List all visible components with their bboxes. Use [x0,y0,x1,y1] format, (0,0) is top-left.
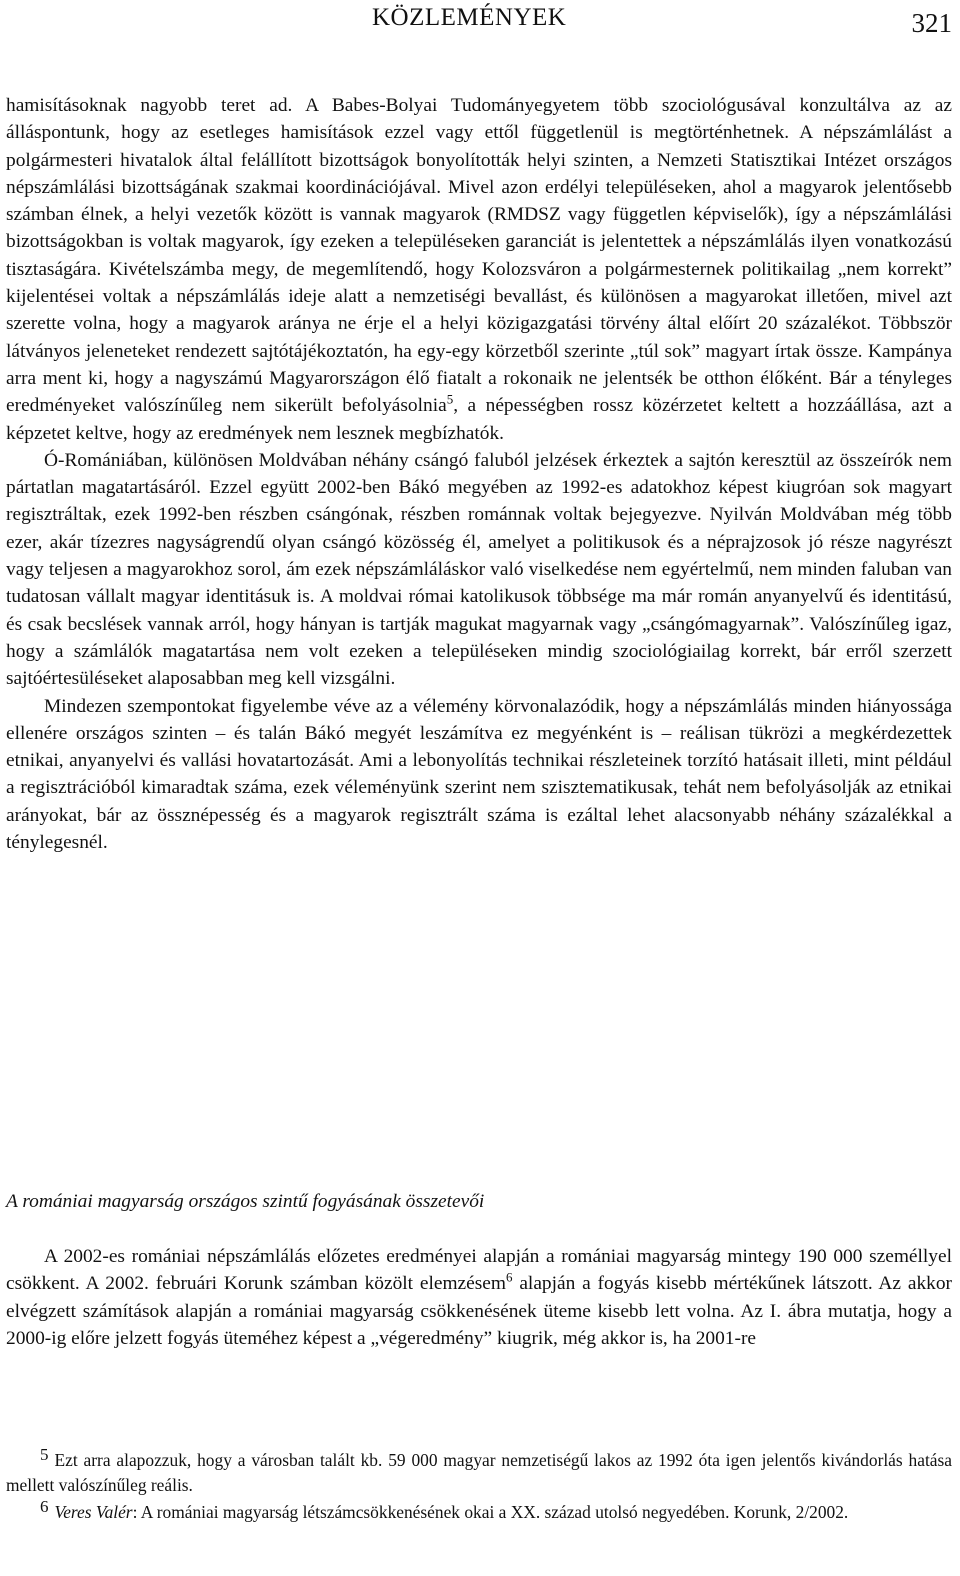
section-title: A romániai magyarság országos szintű fogyásának összetevői [6,1191,485,1212]
footnote [6,1445,952,1498]
footnotes [6,1445,952,1527]
footnote-mark: 5 [40,1445,49,1464]
paragraph-text: hamisításoknak nagyobb teret ad. A Babes-Bolyai Tudományegyetem több szociológusával konzultálva az az álláspontunk, hogy az esetleges hamisítások ezzel vagy ettől függetlenül is megtörténhetnek. A népszámlálást a polgármesteri hivatalok által felállított bizottságok bonyolították helyi szinten, a Nemzeti Statisztikai Intézet országos népszámlálási bizottságának szakmai koordinációjával. Mivel azon erdélyi településeken, ahol a magyarok jelentősebb számban élnek, a helyi vezetők között is vannak magyarok (RMDSZ vagy független képviselők), így a népszámlálási bizottságokban is voltak magyarok, így ezeken a településeken garanciát is jelentettek a népszámlálás ilyen vonatkozású tisztaságára. Kivételszámba megy, de megemlítendő, hogy Kolozsváron a polgármesternek politikailag „nem korrekt” kijelentései voltak a népszámlálás ideje alatt a nemzetiségi bevallást, és különösen a magyarokat illetően, mivel azt szerette volna, hogy a magyarok aránya ne érje el a helyi közigazgatási törvény által előírt 20 százalékot. Többször látványos jeleneteket rendezett sajtótájékoztatón, ha egy-egy körzetből szerinte „túl sok” magyart írtak össze. Kampánya arra ment ki, hogy a nagyszámú Magyarországon élő fiatalt a rokonaik ne jelentsék be otthon élőként. Bár a tényleges eredményeket valószínűleg nem sikerült befolyásolnia [6,95,952,417]
paragraph: Ó-Romániában, különösen Moldvában néhány csángó faluból jelzések érkeztek a sajtón keresztül az összeírók nem pártatlan magatartásáról. Ezzel együtt 2002-ben Bákó megyében az 1992-es adatokhoz képest kiugróan sok magyart regisztráltak, ezek 1992-ben részben csángónak, részben románnak voltak bejegyezve. Nyilván Moldvában még több ezer, akár tízezres nagyságrendű olyan csángó közösség él, amelyet a politikusok és a néprajzosok jó része nagyrészt vagy teljesen a magyarokhoz sorol, ám ezek népszámláláskor való viselkedése nem egyértelmű, nem minden faluban van tudatosan vállalt magyar identitásuk is. A moldvai római katolikusok többsége ma már román anyanyelvű és identitású, és csak becslések vannak arról, hogy hányan is tartják magukat magyarnak vagy „csángómagyarnak”. Valószínűleg igaz, hogy a számlálók magatartása nem volt ezeken a településeken mindig szociológiailag korrekt, bár erről szerzett sajtóértesüléseket alaposabban meg kell vizsgálni. [6,449,952,690]
section-text [6,1243,952,1352]
paragraph [6,1243,952,1352]
paragraph [6,92,952,447]
footnote-text: Ezt arra alapozzuk, hogy a városban talált kb. 59 000 magyar nemzetiségű lakos az 1992 óta igen jelentős kivándorlás hatása mellett valószínűleg reális. [6,1450,952,1495]
paragraph: Mindezen szempontokat figyelembe véve az a vélemény körvonalazódik, hogy a népszámlálás minden hiányossága ellenére országos szinten – és talán Bákó megyét leszámítva ez megyénként is – reálisan tükrözi a megkérdezettek etnikai, anyanyelvi és vallási hovatartozását. Ami a lebonyolítás technikai részleteinek torzító hatásait illeti, mint például a regisztrációból kimaradtak száma, ezek véleményünk szerint nem szisztematikusak, tehát nem befolyásolják az etnikai arányokat, bár az össznépesség és a magyarok regisztrált száma is ezáltal lehet alacsonyabb néhány százalékkal a ténylegesnél. [6,695,952,854]
page-number: 321 [911,8,952,38]
main-text [6,92,952,856]
paragraph-text: alapján a fogyás kisebb mértékűnek látszott. Az akkor elvégzett számítások alapján a romániai magyarság csökkenésének üteme kisebb lett volna. Az I. ábra mutatja, hogy a 2000-ig előre jelzett fogyás üteméhez képest a „végeredmény” kiugrik, még akkor is, ha 2001-re [6,1273,953,1349]
paragraph-text: A 2002-es romániai népszámlálás előzetes eredményei alapján a romániai magyarság mintegy 190 000 személlyel csökkent. A 2002. februári Korunk számban közölt elemzésem [6,1246,952,1295]
footnote-ref: 5 [446,391,454,407]
footnote-author: Veres Valér [54,1502,133,1522]
footnote [6,1497,952,1525]
paragraph-text: , a népességben rossz közérzetet keltett a hozzáállása, azt a képzetet keltve, hogy az eredmények nem lesznek megbízhatók. [6,395,952,444]
footnote-text: : A romániai magyarság létszámcsökkenésének okai a XX. század utolsó negyedében. Korunk, 2/2002. [132,1502,849,1522]
running-head: KÖZLEMÉNYEK [372,4,567,31]
footnote-ref: 6 [506,1269,513,1285]
footnote-mark: 6 [40,1497,49,1516]
page-header [0,2,960,42]
